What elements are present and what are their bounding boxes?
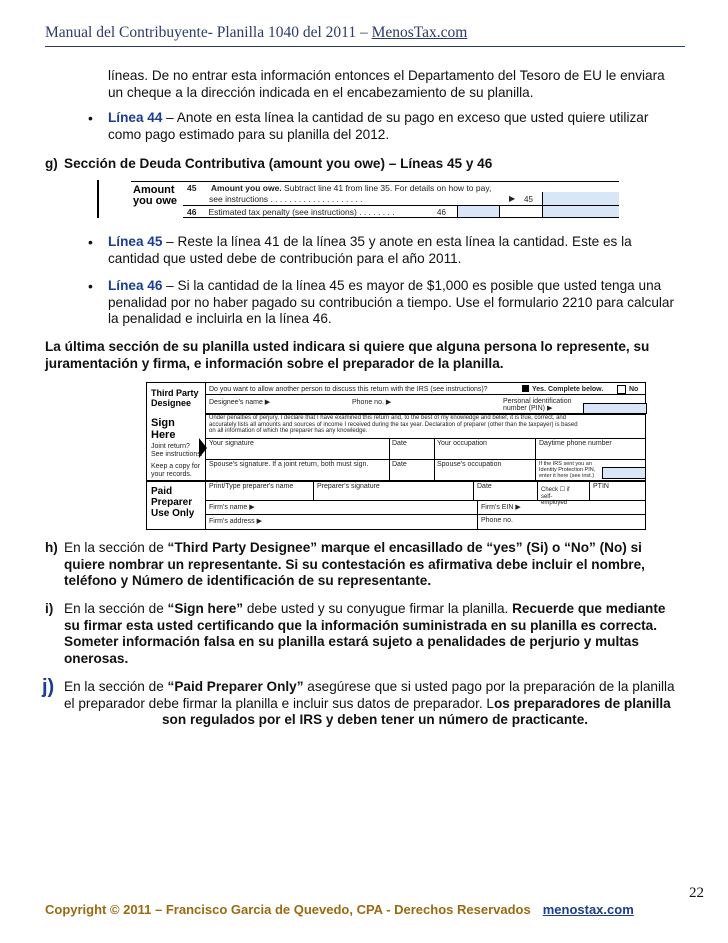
firm-phone-field[interactable]: Phone no. [481, 517, 513, 524]
preparer-signature-field[interactable]: Preparer's signature [317, 483, 380, 490]
line-44-label: Línea 44 [108, 110, 163, 125]
no-checkbox[interactable] [617, 385, 626, 394]
line-45-box-label: 45 [524, 195, 533, 204]
preparer-date-field[interactable]: Date [477, 483, 492, 490]
no-label: No [629, 386, 639, 393]
your-date-field[interactable]: Date [392, 440, 407, 447]
section-g-label: g) [45, 156, 58, 171]
spouse-date-field[interactable]: Date [392, 461, 407, 468]
ptin-field[interactable]: PTIN [593, 483, 609, 490]
footer-site-link[interactable]: menostax.com [542, 902, 634, 917]
designee-name-field[interactable]: Designee's name ▶ [209, 399, 271, 406]
continuation-line-2: un cheque a la dirección indicada en el encabezamiento de su planilla. [108, 84, 534, 100]
page-number: 22 [689, 885, 704, 901]
line-44-text-2: como pago estimado para su planilla del 2012. [108, 126, 390, 142]
yes-label: Yes. Complete below. [532, 386, 604, 393]
self-employed-checkbox[interactable]: Check ☐ if self-employed [541, 487, 570, 506]
firm-ein-field[interactable]: Firm's EIN ▶ [481, 504, 521, 511]
line-46-box-label: 46 [437, 208, 446, 217]
header-title: Manual del Contribuyente- Planilla 1040 del 2011 – [45, 24, 372, 41]
line-45-label: Línea 45 [108, 234, 163, 249]
daytime-phone-field[interactable]: Daytime phone number [539, 440, 612, 447]
page-footer [45, 902, 634, 917]
sign-here-label: Sign Here [151, 417, 176, 441]
spouse-signature-field[interactable]: Spouse's signature. If a joint return, both must sign. [209, 461, 369, 468]
your-signature-field[interactable]: Your signature [209, 440, 254, 447]
bullet-line-46: Línea 46 – Si la cantidad de la línea 45 es mayor de $1,000 es posible que usted tenga una penalidad por no haber pagado su contribución a tiempo. Use el formulario 2210 para calcular la penalidad e incluirla en la línea 46. [108, 278, 675, 326]
arrow-right-icon: ▶ [509, 194, 516, 203]
line-46-row: 46 Estimated tax penalty (see instructions) . . . . . . . . [187, 207, 395, 217]
section-h-text: En la sección de “Third Party Designee” marque el encasillado de “yes” (Si) o “No” (No) si quiere nombrar un representante. Si su contestación es afirmativa debe incluir el nombre, teléfono y Número de identificación de su representante. [64, 540, 645, 588]
bullet-line-45: Línea 45 – Reste la línea 41 de la línea 35 y anote en esta línea la cantidad. Este es la cantidad que usted debe de contribución para el año 2011. [108, 234, 632, 266]
paid-preparer-label: Paid Preparer Use Only [151, 486, 195, 519]
header-rule [45, 46, 685, 47]
perjury-declaration: Under penalties of perjury, I declare that I have examined this return and, to the best of my knowledge and belief, it is true, correct, and accurately lists all amounts and sources of income I received during the tax year. Declaration of preparer (other than the taxpayer) is based on all information of which the preparer has any knowledge. [209, 415, 578, 434]
page-header [45, 24, 467, 42]
line-45-row-2: see instructions . . . . . . . . . . . . . . . . . . . . [209, 194, 363, 204]
bullet-line-44 [108, 110, 648, 143]
section-j-label: j) [42, 676, 55, 698]
line-44-text-1: – Anote en esta línea la cantidad de su pago en exceso que usted quiere utilizar [162, 110, 649, 125]
third-party-question: Do you want to allow another person to discuss this return with the IRS (see instructions)? [209, 386, 488, 393]
section-i-text: En la sección de “Sign here” debe usted y su conyugue firmar la planilla. Recuerde que mediante su firmar esta usted certificando que la información suministrada en su planilla es correcta. Someter información falsa en su planilla estará sujeto a penalidades de perjurio y multas onerosas. [64, 601, 666, 666]
amount-you-owe-form [97, 180, 619, 218]
keep-copy-note: Keep a copy for your records. [151, 463, 201, 478]
third-party-designee-label: Third Party Designee [151, 388, 199, 408]
continuation-line-1: líneas. De no entrar esta información entonces el Departamento del Tesoro de EU le enviara [108, 68, 665, 83]
ip-pin-note: If the IRS sent you an Identity Protection PIN, enter it here (see inst.) [539, 461, 596, 479]
firm-address-field[interactable]: Firm's address ▶ [209, 518, 263, 525]
copyright-text: Copyright © 2011 – Francisco Garcia de Quevedo, CPA - Derechos Reservados [45, 902, 531, 917]
section-i-label: i) [45, 601, 54, 616]
section-g-heading: Sección de Deuda Contributiva (amount you owe) – Líneas 45 y 46 [64, 156, 493, 171]
amount-you-owe-section: Amount you owe [133, 184, 178, 207]
section-j-text: En la sección de “Paid Preparer Only” asegúrese que si usted pago por la preparación de la planilla el preparador debe firmar la planilla e incluir sus datos de preparador. Los preparadores de planilla son regulados por el IRS y deben tener un número de practicante. [64, 679, 675, 727]
line-46-label: Línea 46 [108, 278, 163, 293]
bullet-icon: • [88, 110, 93, 126]
your-occupation-field[interactable]: Your occupation [437, 440, 487, 447]
firm-name-field[interactable]: Firm's name ▶ [209, 504, 255, 511]
header-site-link[interactable]: MenosTax.com [371, 24, 468, 41]
designee-phone-field[interactable]: Phone no. ▶ [352, 399, 392, 406]
preparer-name-field[interactable]: Print/Type preparer's name [209, 483, 294, 490]
designee-pin-field[interactable]: Personal identification number (PIN) ▶ [503, 398, 572, 412]
continuation-paragraph [108, 68, 665, 101]
bullet-icon: • [88, 278, 93, 294]
section-h-label: h) [45, 540, 58, 555]
signature-section-form [146, 382, 646, 530]
bullet-icon: • [88, 234, 93, 250]
spouse-occupation-field[interactable]: Spouse's occupation [437, 461, 502, 468]
joint-return-note: Joint return? See instructions. [151, 443, 203, 458]
yes-checkbox[interactable] [522, 385, 529, 392]
last-section-intro: La última sección de su planilla usted indicara si quiere que alguna persona lo represente, su juramentación y firma, e información sobre el preparador de la planilla. [45, 339, 650, 371]
line-45-row: 45 Amount you owe. Subtract line 41 from line 35. For details on how to pay, [187, 183, 492, 193]
